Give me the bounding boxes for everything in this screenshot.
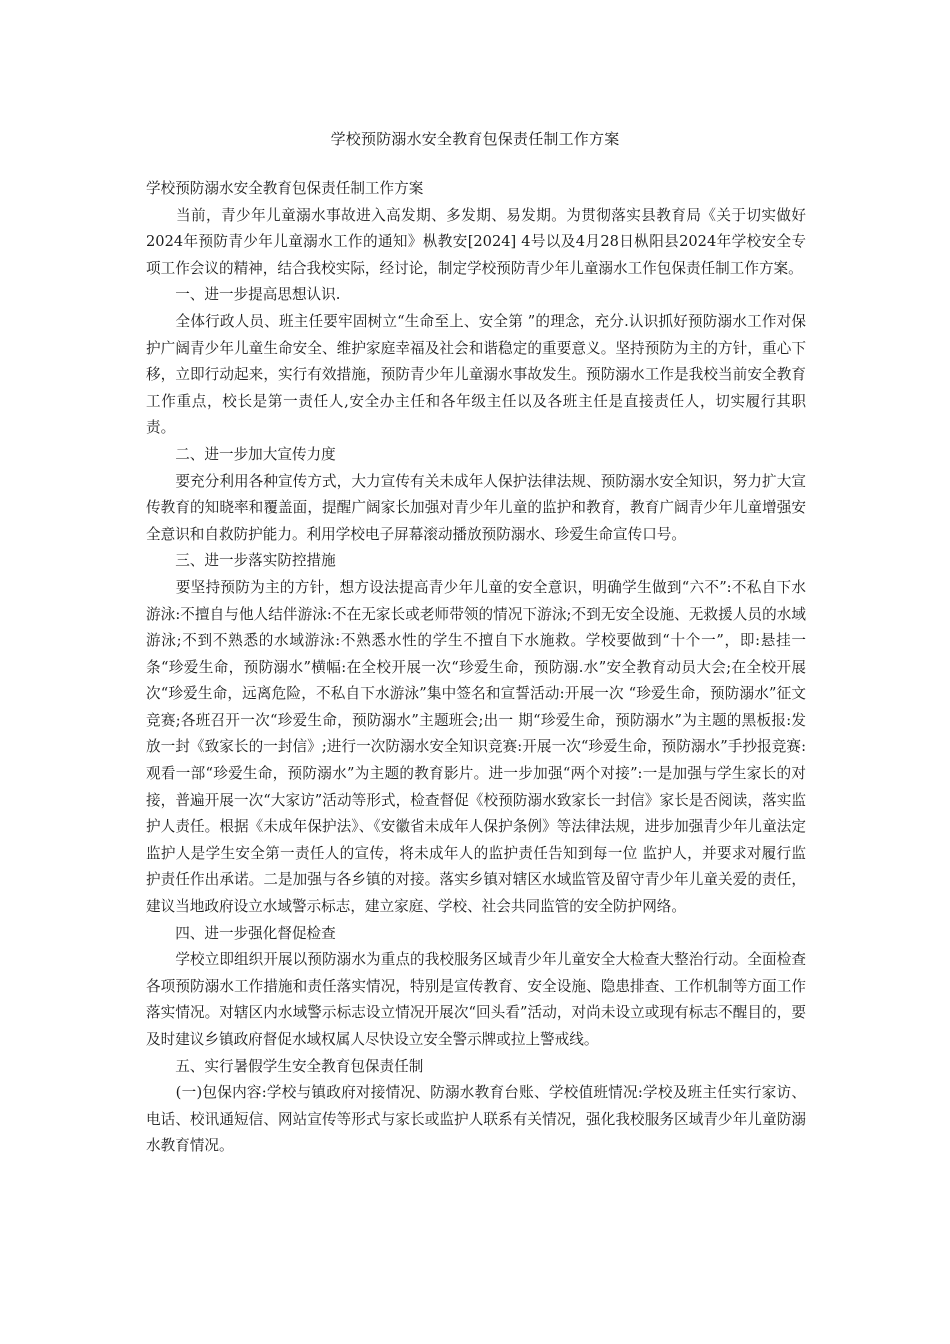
paragraph-intro: 当前，青少年儿童溺水事故进入高发期、多发期、易发期。为贯彻落实县教育局《关于切实做好2024年预防青少年儿童溺水工作的通知》枞教安[2024] 4号以及4月28日枞阳县2024年学校安全专项工作会议的精神，结合我校实际，经讨论，制定学校预防青少年儿童溺水工作包保责任制工作方案。 — [146, 206, 806, 277]
section-heading-3: 三、进一步落实防控措施 — [146, 552, 336, 570]
document-title: 学校预防溺水安全教育包保责任制工作方案 — [330, 130, 620, 148]
section-heading-1: 一、进一步提高思想认识. — [146, 286, 341, 304]
section-heading-4: 四、进一步强化督促检查 — [146, 924, 336, 942]
paragraph-section-4: 学校立即组织开展以预防溺水为重点的我校服务区域青少年儿童安全大检查大整治行动。全面检查各项预防溺水工作措施和责任落实情况，特别是宣传教育、安全设施、隐患排查、工作机制等方面工作落实情况。对辖区内水域警示标志设立情况开展次“回头看”活动，对尚未设立或现有标志不醒目的，要及时建议乡镇政府督促水域权属人尽快设立安全警示牌或拉上警戒线。 — [146, 951, 806, 1048]
paragraph-section-5: (一)包保内容:学校与镇政府对接情况、防溺水教育台账、学校值班情况:学校及班主任实行家访、电话、校讯通短信、网站宣传等形式与家长或监护人联系有关情况，强化我校服务区域青少年儿童防溺水教育情况。 — [146, 1084, 806, 1155]
section-heading-2: 二、进一步加大宣传力度 — [146, 445, 336, 463]
paragraph-section-3: 要坚持预防为主的方针，想方设法提高青少年儿童的安全意识，明确学生做到“六不”:不私自下水游泳:不擅自与他人结伴游泳:不在无家长或老师带领的情况下游泳;不到无安全设施、无救援人员的水域游泳;不到不熟悉的水域游泳:不熟悉水性的学生不擅自下水施救。学校要做到“十个一”，即:悬挂一条“珍爱生命，预防溺水”横幅:在全校开展一次“珍爱生命，预防溺.水”安全教育动员大会;在全校开展 次“珍爱生命，远离危险，不私自下水游泳”集中签名和宣誓活动:开展一次 “珍爱生命，预防溺水”征文竞赛;各班召开一次“珍爱生命，预防溺水”主题班会;出一 期“珍爱生命，预防溺水”为主题的黑板报:发放一封《致家长的一封信》;进行一次防溺水安全知识竞赛:开展一次“珍爱生命，预防溺水”手抄报竞赛:观看一部“珍爱生命，预防溺水”为主题的教育影片。进一步加强“两个对接”:一是加强与学生家长的对接，普遍开展一次“大家访”活动等形式，检查督促《校预防溺水致家长一封信》家长是否阅读，落实监护人责任。根据《未成年保护法》、《安徽省未成年人保护条例》等法律法规，进步加强青少年儿童法定监护人是学生安全第一责任人的宣传，将未成年人的监护责任告知到每一位 监护人，并要求对履行监护责任作出承诺。二是加强与各乡镇的对接。落实乡镇对辖区水域监管及留守青少年儿童关爱的责任，建议当地政府设立水域警示标志，建立家庭、学校、社会共同监管的安全防护网络。 — [146, 578, 806, 916]
paragraph-section-2: 要充分利用各种宣传方式，大力宣传有关未成年人保护法律法规、预防溺水安全知识，努力扩大宣传教育的知晓率和覆盖面，提醒广阔家长加强对青少年儿童的监护和教育，教育广阔青少年儿童增强安全意识和自救防护能力。利用学校电子屏幕滚动播放预防溺水、珍爱生命宣传口号。 — [146, 472, 806, 543]
section-heading-5: 五、实行暑假学生安全教育包保责任制 — [146, 1057, 424, 1075]
document-body — [146, 176, 806, 1160]
body-heading: 学校预防溺水安全教育包保责任制工作方案 — [146, 180, 424, 197]
paragraph-section-1: 全体行政人员、班主任要牢固树立“生命至上、安全第 ”的理念，充分.认识抓好预防溺水工作对保护广阔青少年儿童生命安全、维护家庭幸福及社会和谐稳定的重要意义。坚持预防为主的方针，重心下移，立即行动起来，实行有效措施，预防青少年儿童溺水事故发生。预防溺水工作是我校当前安全教育工作重点，校长是第一责任人,安全办主任和各年级主任以及各班主任是直接责任人，切实履行其职责。 — [146, 312, 806, 437]
